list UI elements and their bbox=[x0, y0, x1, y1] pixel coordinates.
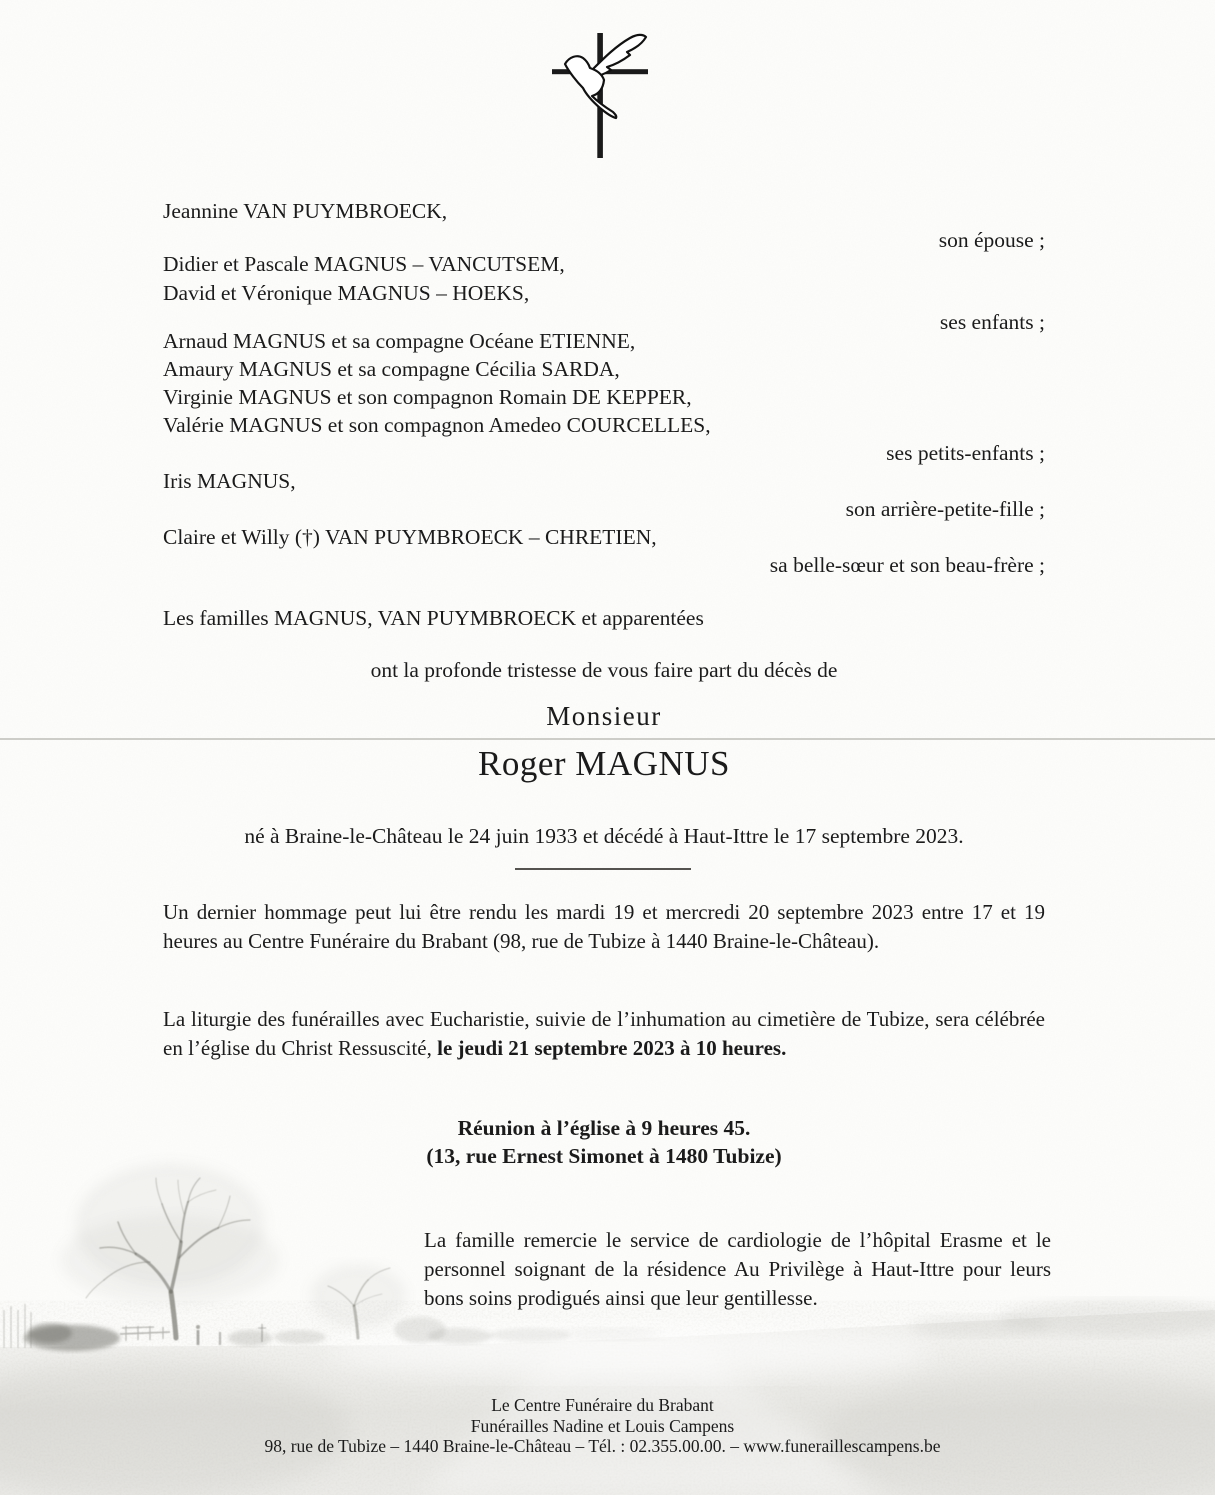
meeting-address: (13, rue Ernest Simonet à 1480 Tubize) bbox=[426, 1144, 782, 1168]
liturgy-date-bold: le jeudi 21 septembre 2023 à 10 heures. bbox=[437, 1035, 787, 1060]
mourner-line: Virginie MAGNUS et son compagnon Romain DE KEPPER, bbox=[163, 385, 692, 409]
footer bbox=[0, 1395, 1205, 1457]
mourner-line: Arnaud MAGNUS et sa compagne Océane ETIENNE, bbox=[163, 329, 636, 353]
relation-label: ses enfants ; bbox=[939, 310, 1045, 334]
thanks-paragraph: La famille remercie le service de cardiologie de l’hôpital Erasme et le personnel soignant de la résidence Au Privilège à Haut-Ittre pour leurs bons soins prodigués ainsi que leur gentillesse. bbox=[424, 1228, 1051, 1310]
relation-label: son arrière-petite-fille ; bbox=[845, 497, 1045, 521]
deceased-title: Monsieur bbox=[546, 701, 662, 731]
mourner-line: Claire et Willy (†) VAN PUYMBROECK – CHRETIEN, bbox=[163, 525, 657, 549]
homage-paragraph: Un dernier hommage peut lui être rendu les mardi 19 et mercredi 20 septembre 2023 entre 17 et 19 heures au Centre Funéraire du Brabant (98, rue de Tubize à 1440 Braine-le-Château). bbox=[163, 900, 1045, 953]
mourner-line: Valérie MAGNUS et son compagnon Amedeo COURCELLES, bbox=[163, 413, 711, 437]
relation-label: sa belle-sœur et son beau-frère ; bbox=[769, 553, 1045, 577]
mourner-line: Iris MAGNUS, bbox=[163, 469, 296, 493]
mourner-line: Didier et Pascale MAGNUS – VANCUTSEM, bbox=[163, 252, 565, 276]
mourner-line: David et Véronique MAGNUS – HOEKS, bbox=[163, 281, 530, 305]
mourner-line: Amaury MAGNUS et sa compagne Cécilia SARDA, bbox=[163, 357, 620, 381]
families-line: Les familles MAGNUS, VAN PUYMBROECK et apparentées bbox=[163, 606, 704, 630]
life-dates: né à Braine-le-Château le 24 juin 1933 et décédé à Haut-Ittre le 17 septembre 2023. bbox=[244, 824, 964, 848]
divider-rule bbox=[515, 868, 691, 870]
liturgy-paragraph bbox=[163, 1005, 1045, 1062]
relation-label: ses petits-enfants ; bbox=[886, 441, 1045, 465]
meeting-time: Réunion à l’église à 9 heures 45. bbox=[457, 1116, 751, 1140]
mourner-line: Jeannine VAN PUYMBROECK, bbox=[163, 199, 448, 223]
footer-directors: Funérailles Nadine et Louis Campens bbox=[470, 1415, 735, 1436]
liturgy-text: La liturgie des funérailles avec Eucharistie, suivie de l’inhumation au cimetière de Tubize, sera célébrée en l’église du Christ Ressuscité, bbox=[163, 1007, 1045, 1060]
deceased-name: Roger MAGNUS bbox=[478, 744, 730, 783]
intro-line: ont la profonde tristesse de vous faire part du décès de bbox=[370, 658, 838, 682]
relation-label: son épouse ; bbox=[938, 228, 1045, 252]
footer-funeral-home: Le Centre Funéraire du Brabant bbox=[491, 1395, 714, 1415]
card-text bbox=[163, 0, 1051, 1495]
footer-contact: 98, rue de Tubize – 1440 Braine-le-Château – Tél. : 02.355.00.00. – www.funeraillescampens.be bbox=[264, 1436, 941, 1456]
